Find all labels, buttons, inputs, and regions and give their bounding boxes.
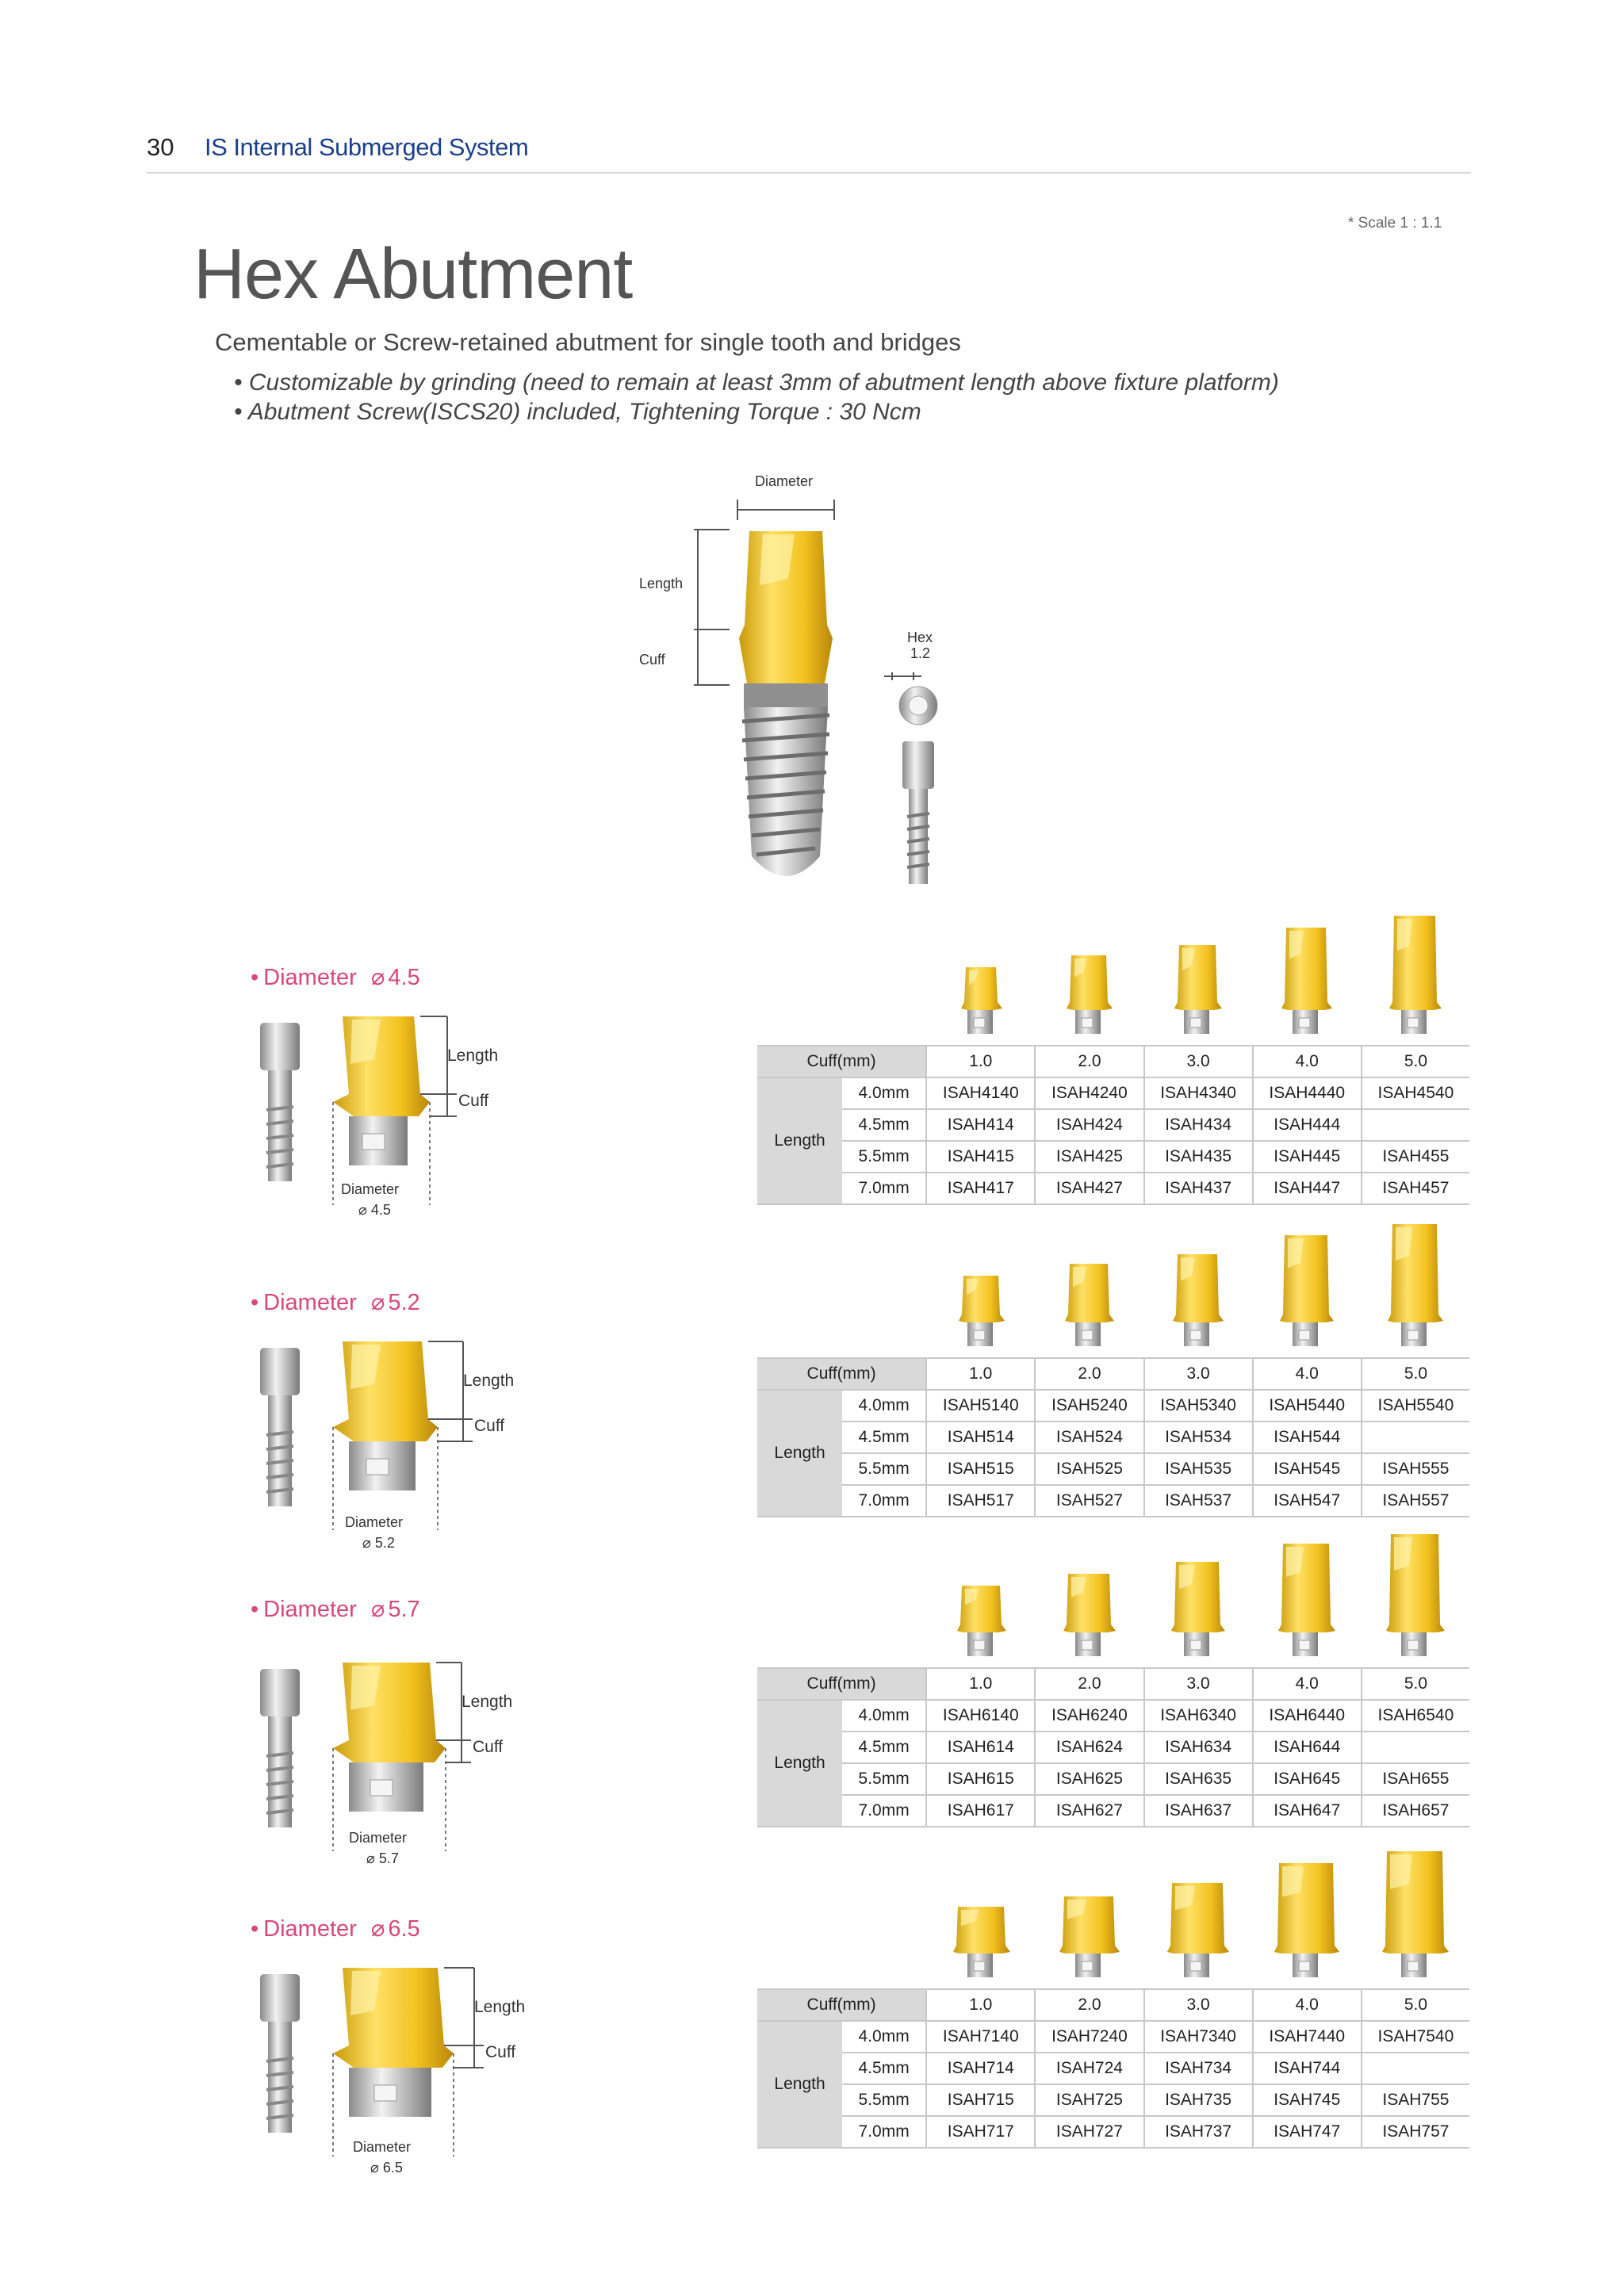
length-value: 4.0mm [842,2021,926,2053]
cuff-column-header: 2.0 [1035,1668,1143,1700]
product-code: ISAH4340 [1144,1077,1253,1109]
abutment-thumbnail [1386,1533,1445,1659]
product-code: ISAH425 [1035,1141,1143,1173]
abutment-code-table [757,1357,1469,1517]
cuff-header: Cuff(mm) [757,1046,926,1077]
product-code [1362,1109,1469,1141]
figure-length-label: Length [474,1998,526,2016]
product-code: ISAH547 [1253,1485,1362,1517]
feature-bullet: • Customizable by grinding (need to remain at least 3mm of abutment length above fixture platform) [234,369,1279,396]
length-value: 4.0mm [842,1390,926,1422]
length-value: 4.0mm [842,1077,926,1109]
abutment-code-table [757,1045,1469,1205]
cuff-column-header: 4.0 [1253,1046,1362,1077]
product-code: ISAH534 [1144,1422,1253,1453]
figure-diameter-label: Diameter [349,1830,408,1846]
table-row [757,1077,1469,1109]
product-code: ISAH7140 [926,2021,1035,2053]
cuff-column-header: 1.0 [926,1668,1035,1700]
product-code: ISAH737 [1144,2116,1253,2148]
length-value: 7.0mm [842,2116,926,2148]
cuff-column-header: 3.0 [1144,1989,1253,2021]
diameter-symbol: ⌀ [370,965,385,990]
product-code: ISAH5240 [1035,1390,1143,1422]
figure-diameter-value: ⌀ 5.7 [366,1850,399,1866]
abutment-thumbnail [1174,943,1222,1037]
cuff-column-header: 5.0 [1362,1358,1469,1390]
product-code: ISAH5140 [926,1390,1035,1422]
heading-bullet: • [251,1290,259,1315]
length-header: Length [757,1700,842,1827]
product-code: ISAH557 [1362,1485,1469,1517]
page-title: Hex Abutment [193,235,633,314]
product-code: ISAH435 [1144,1141,1253,1173]
cuff-column-header: 4.0 [1253,1668,1362,1700]
abutment-thumbnail [1059,1895,1120,1980]
cuff-column-header: 3.0 [1144,1668,1253,1700]
length-value: 5.5mm [842,1763,926,1795]
product-code: ISAH437 [1144,1173,1253,1204]
table-row [757,1390,1469,1422]
product-code: ISAH6540 [1362,1700,1469,1732]
product-code: ISAH717 [926,2116,1035,2148]
product-code: ISAH544 [1253,1422,1362,1453]
product-code: ISAH7540 [1362,2021,1469,2053]
diagram-hex-value: 1.2 [910,645,931,661]
abutment-thumbnail [953,1905,1010,1980]
table-row [757,1795,1469,1827]
product-code: ISAH535 [1144,1453,1253,1485]
product-code: ISAH445 [1253,1141,1362,1173]
product-code [1362,1422,1469,1453]
product-code: ISAH734 [1144,2053,1253,2084]
length-value: 4.5mm [842,1732,926,1763]
abutment-thumbnail [957,1584,1006,1659]
cuff-column-header: 1.0 [926,1358,1035,1390]
abutment-thumbnail [1065,1262,1114,1349]
product-code: ISAH745 [1253,2084,1362,2116]
system-title: IS Internal Submerged System [205,133,529,161]
diagram-cuff-label: Cuff [639,652,665,668]
heading-bullet: • [251,1916,259,1942]
abutment-size-figure [254,1332,508,1538]
product-code: ISAH637 [1144,1795,1253,1827]
product-code: ISAH414 [926,1109,1035,1141]
product-code: ISAH5340 [1144,1390,1253,1422]
cuff-header: Cuff(mm) [757,1668,926,1700]
figure-cuff-label: Cuff [458,1092,489,1110]
product-code: ISAH625 [1035,1763,1143,1795]
table-header-row [757,1989,1469,2021]
figure-cuff-label: Cuff [485,2043,516,2061]
table-row [757,1141,1469,1173]
product-code: ISAH724 [1035,2053,1143,2084]
length-header: Length [757,1390,842,1517]
product-code: ISAH447 [1253,1173,1362,1204]
diameter-value: 5.2 [388,1290,420,1315]
diameter-heading-label: Diameter [263,965,357,990]
product-code: ISAH514 [926,1422,1035,1453]
length-value: 7.0mm [842,1795,926,1827]
product-code: ISAH517 [926,1485,1035,1517]
abutment-thumbnail [1173,1253,1224,1349]
diameter-heading-label: Diameter [263,1916,357,1942]
cuff-column-header: 1.0 [926,1046,1035,1077]
product-code: ISAH5540 [1362,1390,1469,1422]
abutment-thumbnail [1067,954,1113,1037]
length-value: 4.5mm [842,2053,926,2084]
length-value: 7.0mm [842,1173,926,1204]
abutment-thumbnail [959,1274,1005,1349]
figure-cuff-label: Cuff [473,1738,504,1756]
abutment-thumbnail [1389,914,1442,1037]
abutment-code-table [757,1988,1469,2149]
table-row [757,1173,1469,1204]
main-abutment-diagram [619,468,952,896]
cuff-column-header: 3.0 [1144,1046,1253,1077]
product-code: ISAH714 [926,2053,1035,2084]
cuff-column-header: 5.0 [1362,1668,1469,1700]
table-row [757,1763,1469,1795]
product-code: ISAH6340 [1144,1700,1253,1732]
diameter-heading [251,1915,420,1942]
table-row [757,1700,1469,1732]
table-header-row [757,1358,1469,1390]
diameter-heading [251,1595,420,1623]
table-row [757,1453,1469,1485]
abutment-thumbnail [1167,1881,1229,1980]
diameter-heading-label: Diameter [263,1597,357,1622]
page-subtitle: Cementable or Screw-retained abutment for single tooth and bridges [215,328,961,356]
length-value: 4.5mm [842,1422,926,1453]
product-code: ISAH727 [1035,2116,1143,2148]
length-value: 4.5mm [842,1109,926,1141]
product-code: ISAH545 [1253,1453,1362,1485]
product-code: ISAH725 [1035,2084,1143,2116]
product-code: ISAH634 [1144,1732,1253,1763]
product-code: ISAH627 [1035,1795,1143,1827]
product-code: ISAH415 [926,1141,1035,1173]
table-row [757,2084,1469,2116]
abutment-thumbnail [1382,1850,1449,1980]
diagram-length-label: Length [639,576,684,591]
table-header-row [757,1668,1469,1700]
product-code [1362,1732,1469,1763]
product-code: ISAH515 [926,1453,1035,1485]
product-code: ISAH434 [1144,1109,1253,1141]
table-row [757,1732,1469,1763]
cuff-column-header: 5.0 [1362,1989,1469,2021]
diameter-value: 6.5 [388,1916,420,1942]
product-code: ISAH747 [1253,2116,1362,2148]
scale-note: * Scale 1 : 1.1 [1348,215,1442,232]
diagram-hex-label: Hex [907,629,933,645]
heading-bullet: • [251,1597,259,1622]
header-divider [147,172,1471,174]
product-code: ISAH657 [1362,1795,1469,1827]
feature-bullet: • Abutment Screw(ISCS20) included, Tightening Torque : 30 Ncm [234,399,921,425]
figure-length-label: Length [463,1372,515,1390]
product-code: ISAH744 [1253,2053,1362,2084]
product-code: ISAH644 [1253,1732,1362,1763]
abutment-size-figure [254,1653,508,1859]
cuff-column-header: 4.0 [1253,1989,1362,2021]
diameter-heading [251,1288,420,1316]
product-code: ISAH4540 [1362,1077,1469,1109]
abutment-thumbnail [1280,1234,1334,1349]
cuff-column-header: 2.0 [1035,1989,1143,2021]
product-code: ISAH6240 [1035,1700,1143,1732]
table-row [757,2053,1469,2084]
figure-length-label: Length [462,1693,513,1711]
abutment-thumbnail [1063,1572,1116,1659]
product-code: ISAH755 [1362,2084,1469,2116]
product-code: ISAH6440 [1253,1700,1362,1732]
abutment-thumbnail [1278,1542,1335,1659]
product-code: ISAH524 [1035,1422,1143,1453]
cuff-column-header: 2.0 [1035,1046,1143,1077]
figure-diameter-label: Diameter [341,1181,400,1197]
table-row [757,1485,1469,1517]
product-code: ISAH444 [1253,1109,1362,1141]
table-row [757,1109,1469,1141]
abutment-thumbnail [1388,1223,1443,1349]
product-code: ISAH427 [1035,1173,1143,1204]
product-code: ISAH617 [926,1795,1035,1827]
figure-diameter-label: Diameter [353,2139,412,2155]
length-header: Length [757,2021,842,2148]
diagram-diameter-label: Diameter [755,473,814,489]
product-code: ISAH424 [1035,1109,1143,1141]
product-code: ISAH7340 [1144,2021,1253,2053]
diameter-symbol: ⌀ [370,1290,385,1315]
diameter-heading [251,963,420,991]
length-value: 7.0mm [842,1485,926,1517]
figure-length-label: Length [447,1047,499,1065]
figure-cuff-label: Cuff [474,1417,505,1435]
length-value: 5.5mm [842,1453,926,1485]
heading-bullet: • [251,965,259,990]
product-code: ISAH735 [1144,2084,1253,2116]
length-value: 5.5mm [842,1141,926,1173]
diameter-symbol: ⌀ [370,1916,385,1942]
length-value: 4.0mm [842,1700,926,1732]
product-code: ISAH757 [1362,2116,1469,2148]
product-code: ISAH525 [1035,1453,1143,1485]
cuff-column-header: 5.0 [1362,1046,1469,1077]
diameter-value: 5.7 [388,1597,420,1622]
product-code: ISAH527 [1035,1485,1143,1517]
cuff-header: Cuff(mm) [757,1358,926,1390]
product-code: ISAH455 [1362,1141,1469,1173]
length-header: Length [757,1077,842,1204]
product-code: ISAH537 [1144,1485,1253,1517]
cuff-column-header: 1.0 [926,1989,1035,2021]
product-code: ISAH715 [926,2084,1035,2116]
figure-diameter-label: Diameter [345,1514,404,1530]
product-code: ISAH647 [1253,1795,1362,1827]
cuff-column-header: 4.0 [1253,1358,1362,1390]
product-code: ISAH4440 [1253,1077,1362,1109]
cuff-column-header: 2.0 [1035,1358,1143,1390]
product-code: ISAH4240 [1035,1077,1143,1109]
diameter-value: 4.5 [388,965,420,990]
figure-diameter-value: ⌀ 4.5 [358,1202,391,1218]
product-code: ISAH4140 [926,1077,1035,1109]
product-code [1362,2053,1469,2084]
product-code: ISAH555 [1362,1453,1469,1485]
table-header-row [757,1046,1469,1077]
cuff-header: Cuff(mm) [757,1989,926,2021]
product-code: ISAH614 [926,1732,1035,1763]
product-code: ISAH655 [1362,1763,1469,1795]
abutment-code-table [757,1667,1469,1827]
product-code: ISAH7440 [1253,2021,1362,2053]
product-code: ISAH457 [1362,1173,1469,1204]
abutment-thumbnail [1281,926,1332,1037]
abutment-thumbnail [1274,1862,1339,1980]
cuff-column-header: 3.0 [1144,1358,1253,1390]
diameter-heading-label: Diameter [263,1290,357,1315]
table-row [757,1422,1469,1453]
product-code: ISAH645 [1253,1763,1362,1795]
figure-diameter-value: ⌀ 6.5 [370,2160,403,2175]
figure-diameter-value: ⌀ 5.2 [362,1535,395,1551]
abutment-size-figure [254,1958,508,2164]
product-code: ISAH7240 [1035,2021,1143,2053]
product-code: ISAH635 [1144,1763,1253,1795]
product-code: ISAH615 [926,1763,1035,1795]
table-row [757,2021,1469,2053]
product-code: ISAH6140 [926,1700,1035,1732]
diameter-symbol: ⌀ [370,1597,385,1622]
page-number: 30 [147,133,174,161]
abutment-thumbnail [961,966,1002,1037]
product-code: ISAH5440 [1253,1390,1362,1422]
product-code: ISAH417 [926,1173,1035,1204]
table-row [757,2116,1469,2148]
product-code: ISAH624 [1035,1732,1143,1763]
abutment-thumbnail [1171,1560,1225,1659]
length-value: 5.5mm [842,2084,926,2116]
